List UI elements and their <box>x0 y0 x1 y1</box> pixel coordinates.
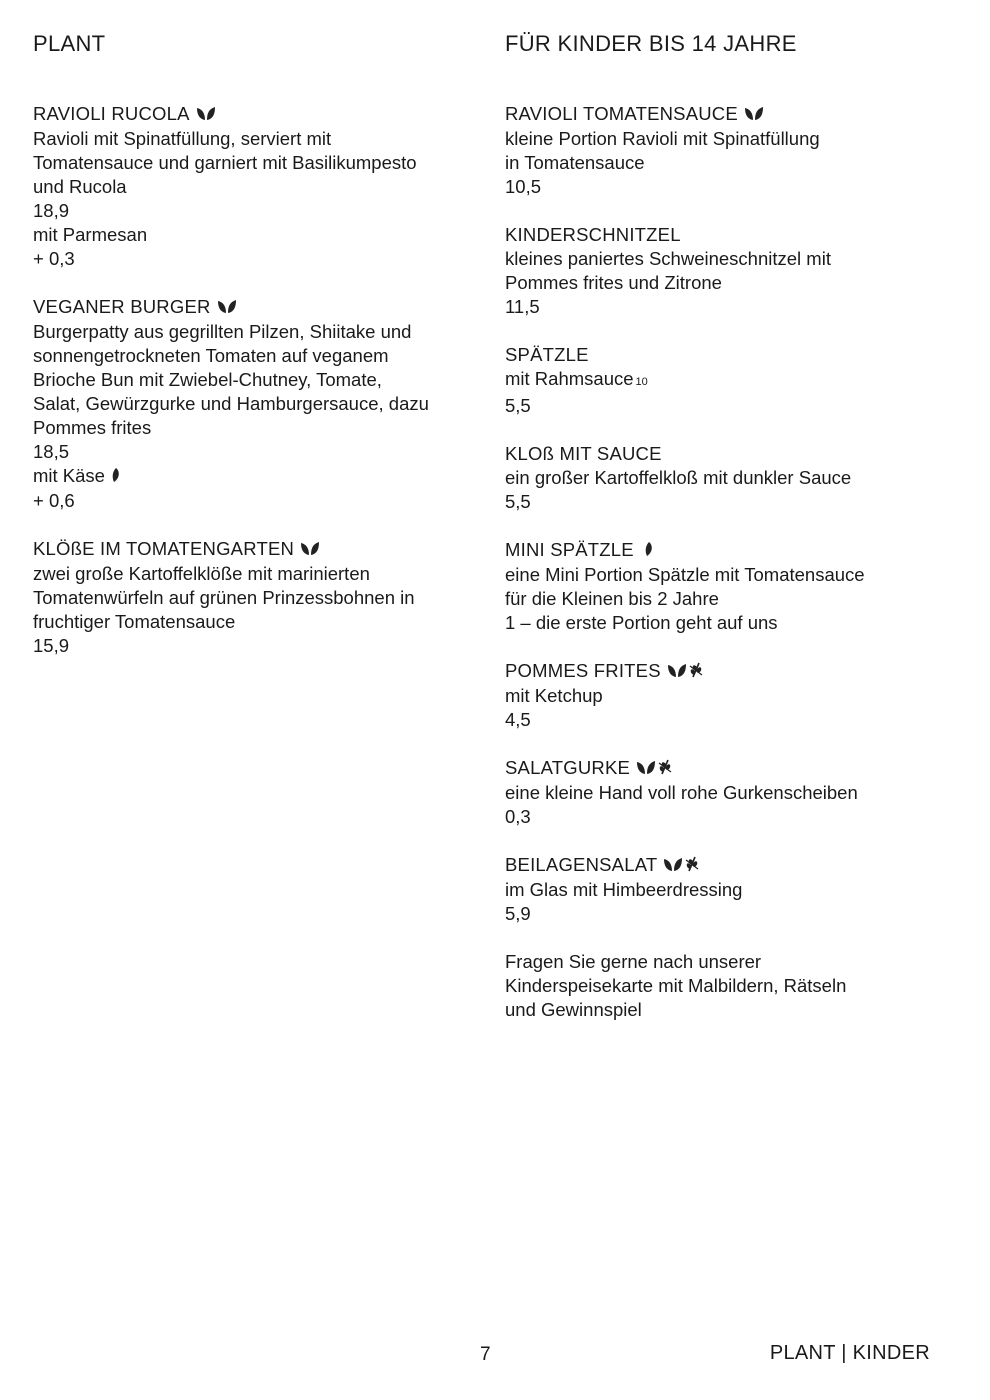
dish-salatgurke: SALATGURKE eine kleine Hand voll rohe Gurkenscheiben 0,3 <box>505 756 945 829</box>
right-column <box>505 30 945 1022</box>
extra-price: + 0,3 <box>33 248 75 269</box>
dish-price: 11,5 <box>505 296 540 317</box>
dish-veganer-burger: VEGANER BURGER Burgerpatty aus gegrillten Pilzen, Shiitake und sonnengetrockneten Tomaten auf veganem Brioche Bun mit Zwiebel-Chutney, Tomate, Salat, Gewürzgurke und Hamburgersauce, dazu Pommes frites 18,5 mit Käse + 0,6 <box>33 295 473 513</box>
footer-section-label: PLANT | KINDER <box>769 1342 930 1364</box>
dish-beilagensalat: BEILAGENSALAT im Glas mit Himbeerdressing 5,9 <box>505 853 945 926</box>
vegan-icon <box>667 662 687 678</box>
vegan-icon <box>663 856 683 872</box>
dish-price: 1 – die erste Portion geht auf uns <box>505 612 778 633</box>
vegan-icon <box>744 105 764 121</box>
dish-name: POMMES FRITES <box>505 660 661 681</box>
dish-name: KLOß MIT SAUCE <box>505 443 662 464</box>
dish-price: 18,5 <box>33 441 70 462</box>
vegetarian-icon <box>111 467 121 483</box>
section-title-kinder: FÜR KINDER BIS 14 JAHRE <box>505 31 797 56</box>
dish-name: BEILAGENSALAT <box>505 854 658 875</box>
dish-price: 4,5 <box>505 709 531 730</box>
dish-spaetzle: SPÄTZLE mit Rahmsauce 10 5,5 <box>505 343 945 418</box>
allergen-code: 10 <box>635 376 648 388</box>
dish-kloss-mit-sauce: KLOß MIT SAUCE ein großer Kartoffelkloß mit dunkler Sauce 5,5 <box>505 442 945 514</box>
dish-price: 5,9 <box>505 903 531 924</box>
dish-ravioli-tomatensauce: RAVIOLI TOMATENSAUCE kleine Portion Ravioli mit Spinatfüllung in Tomatensauce 10,5 <box>505 102 945 199</box>
dish-price: 0,3 <box>505 806 531 827</box>
dish-name: RAVIOLI RUCOLA <box>33 103 190 124</box>
dish-name: SPÄTZLE <box>505 344 589 365</box>
vegan-icon <box>300 540 320 556</box>
dish-name: MINI SPÄTZLE <box>505 539 634 560</box>
gluten-free-icon <box>689 662 703 678</box>
section-title-plant: PLANT <box>33 31 106 56</box>
vegetarian-icon <box>644 541 654 557</box>
left-column <box>33 30 473 682</box>
dish-name: KINDERSCHNITZEL <box>505 224 681 245</box>
dish-price: 5,5 <box>505 491 531 512</box>
dish-name: SALATGURKE <box>505 757 631 778</box>
dish-name: VEGANER BURGER <box>33 296 211 317</box>
dish-price: 15,9 <box>33 635 70 656</box>
dish-pommes-frites: POMMES FRITES mit Ketchup 4,5 <box>505 659 945 732</box>
dish-kloesse-im-tomatengarten: KLÖßE IM TOMATENGARTEN zwei große Kartoffelklöße mit marinierten Tomatenwürfeln auf grünen Prinzessbohnen in fruchtiger Tomatensauce 15,9 <box>33 537 473 658</box>
vegan-icon <box>217 298 237 314</box>
dish-kinderschnitzel: KINDERSCHNITZEL kleines paniertes Schweineschnitzel mit Pommes frites und Zitrone 11,5 <box>505 223 945 319</box>
page-number: 7 <box>480 1344 491 1365</box>
dish-name: RAVIOLI TOMATENSAUCE <box>505 103 738 124</box>
kids-menu-note: Fragen Sie gerne nach unserer Kinderspeisekarte mit Malbildern, Rätseln und Gewinnspiel <box>505 951 847 1020</box>
gluten-free-icon <box>685 856 699 872</box>
dish-ravioli-rucola: RAVIOLI RUCOLA Ravioli mit Spinatfüllung, serviert mit Tomatensauce und garniert mit Basilikumpesto und Rucola 18,9 mit Parmesan + 0,3 <box>33 102 473 271</box>
dish-mini-spaetzle: MINI SPÄTZLE eine Mini Portion Spätzle mit Tomatensauce für die Kleinen bis 2 Jahre 1 – die erste Portion geht auf uns <box>505 538 945 635</box>
gluten-free-icon <box>658 759 672 775</box>
dish-name: KLÖßE IM TOMATENGARTEN <box>33 538 295 559</box>
vegan-icon <box>636 759 656 775</box>
vegan-icon <box>196 105 216 121</box>
dish-price: 5,5 <box>505 395 531 416</box>
dish-price: 10,5 <box>505 176 542 197</box>
dish-price: 18,9 <box>33 200 70 221</box>
extra-price: + 0,6 <box>33 490 75 511</box>
